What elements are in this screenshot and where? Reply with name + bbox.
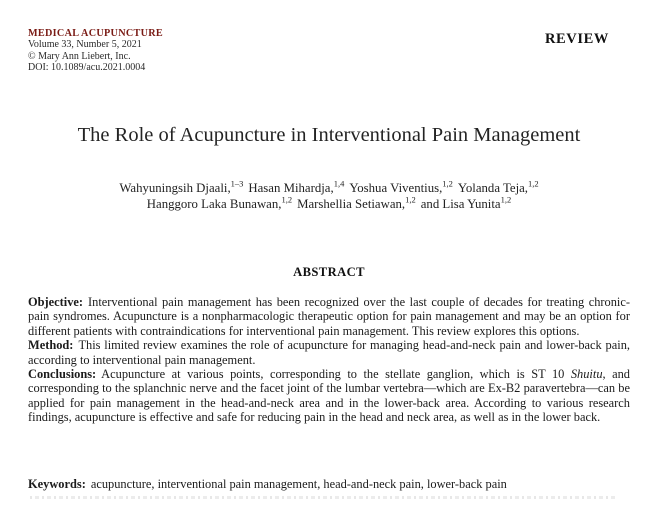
abstract-paragraph-conclusions: [28, 367, 630, 425]
paragraph-text: Acupuncture at various points, corresponding to the stellate ganglion, which is ST 10: [101, 367, 571, 382]
author-superscript: 1,4: [333, 178, 345, 189]
author-list: [0, 178, 658, 212]
italic-term: Shuitu: [570, 367, 603, 382]
paragraph-text: , and corresponding to the splanchnic nerve and the facet joint of the lumbar vertebra—which are Ex-B2 paravertebra—can be applied for pain management in the head-and-neck area and in the lower-back area. According to various research findings, acupuncture is effective and safe for reducing pain in the head and neck area, as well as in the lower back.: [28, 367, 631, 425]
author: Hasan Mihardja,$^{1,4}$: [248, 178, 345, 195]
journal-name: MEDICAL ACUPUNCTURE: [28, 28, 164, 39]
author-superscript: 1,2: [528, 178, 539, 189]
author-line-2: [0, 194, 658, 213]
article-type-label: REVIEW: [544, 31, 609, 47]
keywords-line: [28, 477, 630, 492]
paragraph-text: This limited review examines the role of acupuncture for managing head-and-neck pain and lower-back pain, according to interventional pain management.: [28, 338, 630, 367]
abstract-paragraph-method: [28, 338, 630, 367]
author-superscript: 1,2: [500, 194, 512, 205]
journal-masthead: [28, 28, 163, 73]
author: Yoshua Viventius,$^{1,2}$: [349, 178, 453, 195]
author-superscript: 1,2: [281, 194, 293, 205]
doi-line: DOI: 10.1089/acu.2021.0004: [28, 61, 146, 73]
paragraph-label: Method:: [28, 338, 74, 353]
clipped-footnote-edge: [30, 496, 618, 499]
author: Marshellia Setiawan,$^{1,2}$: [297, 194, 416, 211]
paragraph-text: Interventional pain management has been recognized over the last couple of decades for treating chronic-pain syndromes. Acupuncture is a nonpharmacologic therapeutic option for pain management and may be an option for different patients with contraindications for interventional pain management. This review explores this options.: [28, 295, 630, 338]
copyright-line: © Mary Ann Liebert, Inc.: [28, 50, 131, 62]
abstract-body: [28, 295, 630, 425]
author-superscript: 1,2: [405, 194, 416, 205]
author: and Lisa Yunita$^{1,2}$: [420, 194, 512, 211]
volume-line: Volume 33, Number 5, 2021: [28, 39, 142, 51]
author: Wahyuningsih Djaali,$^{1-3}$: [119, 178, 244, 195]
page-title: The Role of Acupuncture in Interventional Pain Management: [77, 124, 581, 146]
author-superscript: 1,2: [442, 178, 453, 189]
author-superscript: 1–3: [230, 178, 244, 189]
paragraph-label: Conclusions:: [28, 367, 97, 382]
keywords-text: acupuncture, interventional pain management, head-and-neck pain, lower-back pain: [90, 477, 507, 491]
author: Hanggoro Laka Bunawan,$^{1,2}$: [146, 194, 293, 211]
abstract-heading: ABSTRACT: [293, 265, 365, 279]
keywords-label: Keywords:: [28, 477, 86, 491]
paragraph-label: Objective:: [28, 295, 84, 309]
abstract-paragraph-objective: [28, 295, 630, 338]
author: Yolanda Teja,$^{1,2}$: [457, 178, 539, 195]
author-line-1: [0, 178, 658, 197]
